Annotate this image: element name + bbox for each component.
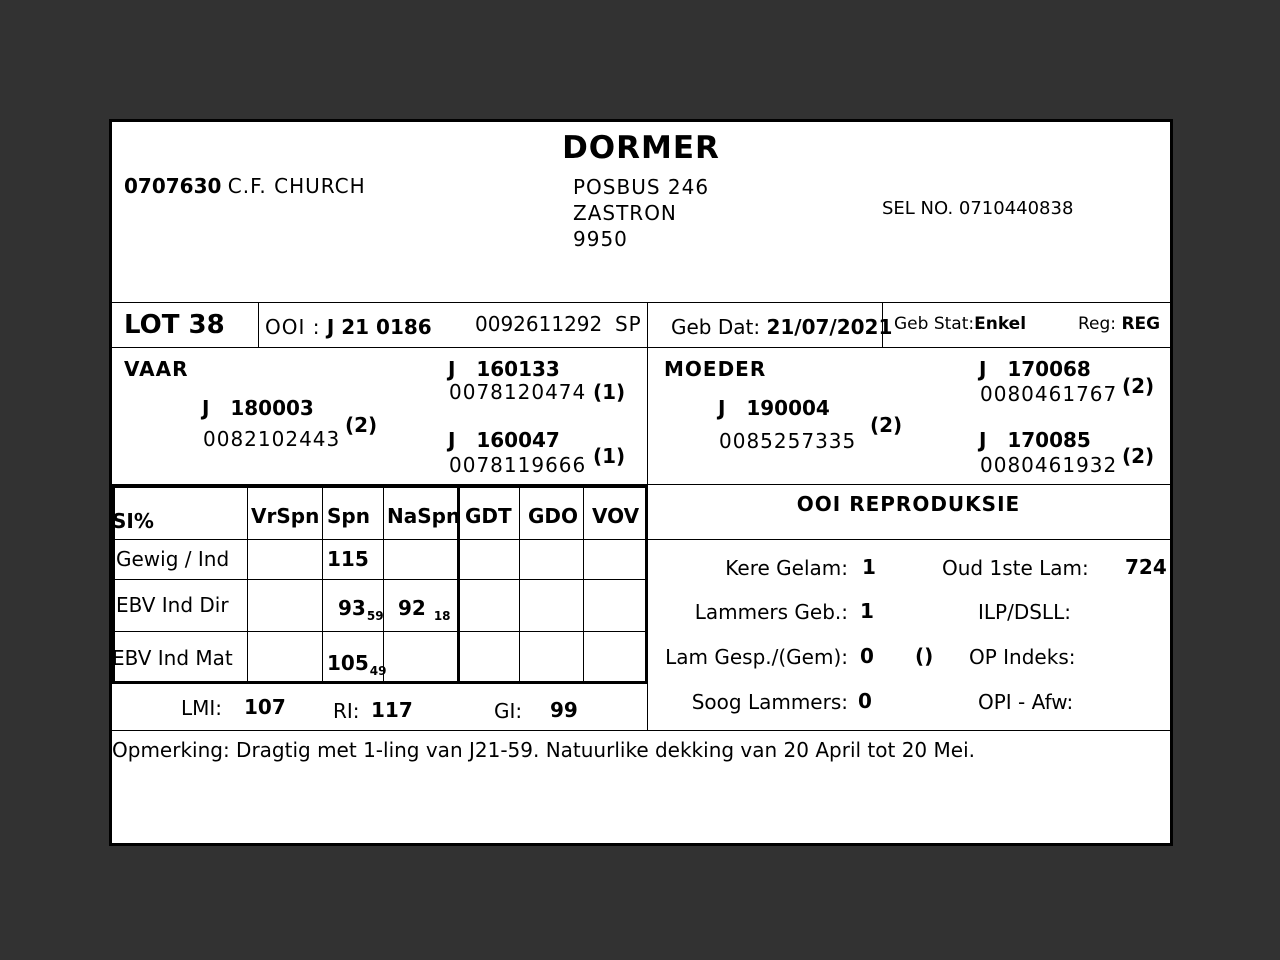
moeder-dam-tag: J 170085 (979, 428, 1091, 452)
birth-status (894, 314, 1026, 334)
gi-label: GI: (494, 699, 523, 723)
op-indeks-label: OP Indeks: (969, 645, 1076, 669)
header-spn: Spn (327, 504, 370, 528)
moeder-sire-tag: J 170068 (979, 357, 1091, 381)
lmi-label: LMI: (181, 696, 223, 720)
oud-lam-value: 724 (1125, 555, 1167, 579)
kere-gelam-label: Kere Gelam: (725, 556, 848, 580)
ri-label: RI: (333, 699, 360, 723)
row-label-ebv-mat: EBV Ind Mat (112, 646, 233, 670)
birth-status-label: Geb Stat: (894, 314, 975, 334)
remark-text: Opmerking: Dragtig met 1-ling van J21-59. Natuurlike dekking van 20 April tot 20 Mei. (112, 738, 975, 762)
vaar-sire-tag: J 160133 (448, 357, 560, 381)
lot-number: LOT 38 (124, 310, 225, 340)
ooi-id (475, 312, 642, 336)
oud-lam-label: Oud 1ste Lam: (942, 556, 1089, 580)
lammers-geb-label: Lammers Geb.: (694, 600, 848, 624)
registration-label: Reg: (1078, 314, 1117, 334)
kere-gelam-value: 1 (862, 555, 876, 579)
soog-label: Soog Lammers: (691, 690, 848, 714)
sp-code: SP (614, 312, 642, 336)
owner-code: 0707630 (124, 174, 222, 198)
moeder-sire-grade: (2) (1122, 374, 1155, 398)
lmi-value: 107 (244, 695, 286, 719)
ri-value: 117 (371, 698, 413, 722)
gi-value: 99 (550, 698, 578, 722)
registration (1078, 314, 1160, 334)
header-si: SI% (112, 509, 154, 533)
ebv-dir-spn: $93_{59}$ (338, 596, 384, 623)
moeder-id: 0085257335 (719, 429, 857, 453)
header-naspn: NaSpn (387, 504, 461, 528)
opi-afw-label: OPI - Afw: (978, 690, 1074, 714)
sale-card (109, 119, 1173, 846)
address-line-2: ZASTRON (573, 201, 677, 225)
soog-value: 0 (858, 689, 872, 713)
reproduction-title: OOI REPRODUKSIE (796, 492, 1021, 516)
lam-gesp-value: 0 (860, 644, 874, 668)
sel-number: SEL NO. 0710440838 (882, 198, 1074, 219)
row-label-ebv-dir: EBV Ind Dir (116, 593, 229, 617)
address-line-1: POSBUS 246 (573, 175, 710, 199)
lammers-geb-value: 1 (860, 599, 874, 623)
birth-date-label: Geb Dat: (671, 315, 761, 339)
moeder-sire-id: 0080461767 (980, 382, 1118, 406)
vaar-sire-id: 0078120474 (449, 380, 587, 404)
vaar-dam-tag: J 160047 (448, 428, 560, 452)
row-label-gewig: Gewig / Ind (116, 547, 230, 571)
vaar-tag: J 180003 (202, 396, 314, 420)
header-vrspn: VrSpn (251, 504, 320, 528)
vaar-sire-grade: (1) (593, 380, 626, 404)
address-line-3: 9950 (573, 227, 628, 251)
birth-date (671, 315, 892, 339)
birth-date-value: 21/07/2021 (766, 315, 893, 339)
moeder-grade: (2) (870, 413, 903, 437)
ooi-field (265, 315, 432, 339)
header-gdo: GDO (528, 504, 579, 528)
vaar-grade: (2) (345, 413, 378, 437)
lam-gesp-label: Lam Gesp./(Gem): (665, 645, 848, 669)
ooi-value: J 21 0186 (326, 315, 432, 339)
gewig-spn: 115 (327, 547, 369, 571)
vaar-dam-id: 0078119666 (449, 453, 587, 477)
moeder-dam-grade: (2) (1122, 444, 1155, 468)
ebv-mat-spn: $105_{49}$ (327, 651, 387, 678)
ooi-id-number: 0092611292 (475, 312, 603, 336)
registration-value: REG (1121, 314, 1161, 334)
birth-status-value: Enkel (974, 314, 1027, 334)
vaar-label: VAAR (124, 357, 189, 381)
breed-title: DORMER (562, 130, 720, 166)
owner-address (573, 174, 709, 252)
moeder-label: MOEDER (664, 357, 767, 381)
header-gdt: GDT (465, 504, 512, 528)
moeder-tag: J 190004 (718, 396, 830, 420)
ooi-label: OOI : (265, 315, 321, 339)
vaar-id: 0082102443 (203, 427, 341, 451)
ebv-dir-naspn: 92 $_{18}$ (398, 596, 451, 623)
owner-name: C.F. CHURCH (227, 174, 366, 198)
lam-gesp-paren: () (915, 644, 934, 668)
header-vov: VOV (592, 504, 640, 528)
ilp-label: ILP/DSLL: (978, 600, 1071, 624)
owner-line (124, 174, 366, 198)
vaar-dam-grade: (1) (593, 444, 626, 468)
moeder-dam-id: 0080461932 (980, 453, 1118, 477)
